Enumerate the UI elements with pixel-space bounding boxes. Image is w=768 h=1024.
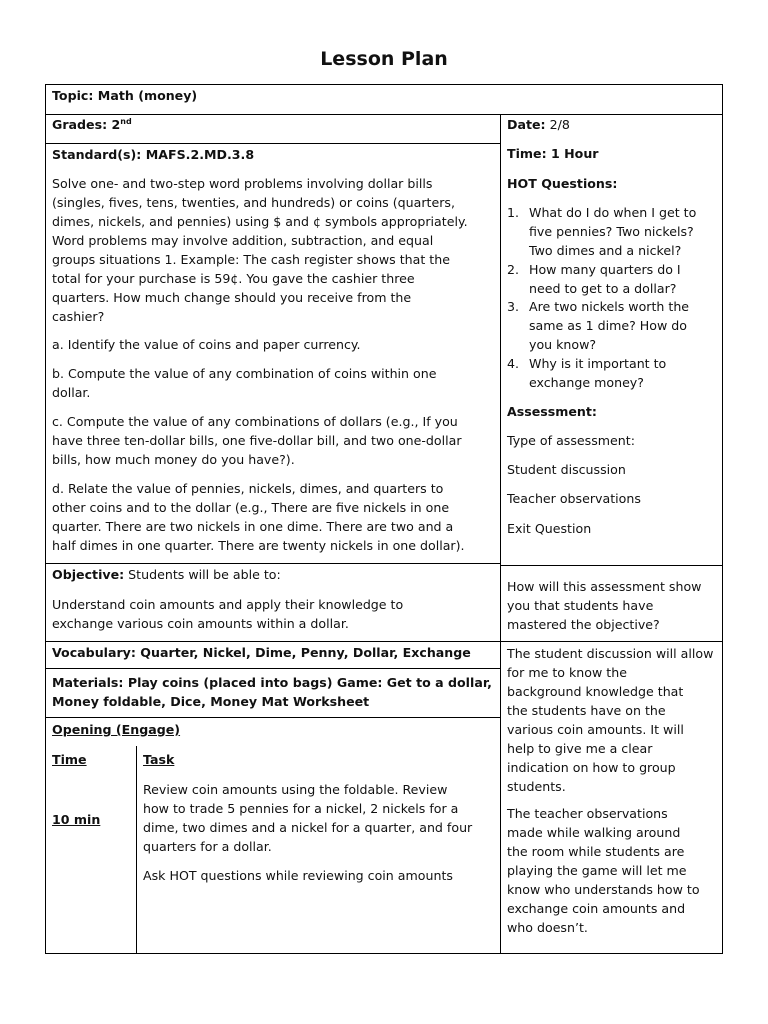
date-value: 2/8: [545, 117, 570, 132]
objective-line: Understand coin amounts and apply their knowledge to: [52, 597, 404, 612]
assessment-item: Exit Question: [507, 521, 592, 536]
standard-line: dimes, nickels, and pennies) using $ and ¢ symbols appropriately.: [52, 214, 468, 229]
hot-question-number: 3.: [507, 299, 520, 314]
grades-label: [52, 115, 132, 134]
vocabulary-row: Vocabulary: Quarter, Nickel, Dime, Penny, Dollar, Exchange: [52, 645, 471, 660]
grades-text: Grades: 2: [52, 117, 121, 132]
opening-task-line: quarters for a dollar.: [143, 839, 272, 854]
standard-line: cashier?: [52, 309, 105, 324]
hot-question-line: five pennies? Two nickels?: [529, 224, 694, 239]
objective-intro-text: Students will be able to:: [124, 567, 281, 582]
standard-line: Solve one- and two-step word problems involving dollar bills: [52, 176, 433, 191]
objective-intro: [52, 565, 281, 584]
standard-part-d-line: other coins and to the dollar (e.g., There are five nickels in one: [52, 500, 450, 515]
hot-question-line: Two dimes and a nickel?: [529, 243, 682, 258]
objective-line: exchange various coin amounts within a dollar.: [52, 616, 349, 631]
column-divider: [500, 114, 501, 954]
standard-line: total for your purchase is 59¢. You gave the cashier three: [52, 271, 415, 286]
assessment-type-label: Type of assessment:: [507, 433, 635, 448]
assessment-question-line: mastered the objective?: [507, 617, 660, 632]
hot-question-number: 4.: [507, 356, 520, 371]
hot-question-line: need to get to a dollar?: [529, 281, 677, 296]
hot-question-line: you know?: [529, 337, 597, 352]
standard-part-a: a. Identify the value of coins and paper currency.: [52, 337, 361, 352]
hot-questions-header: HOT Questions:: [507, 176, 618, 191]
hot-question-line: Why is it important to: [529, 356, 667, 371]
discussion-line: students.: [507, 779, 566, 794]
standard-part-b-line: dollar.: [52, 385, 91, 400]
hot-question-line: Are two nickels worth the: [529, 299, 690, 314]
discussion-line: various coin amounts. It will: [507, 722, 684, 737]
assessment-question-line: you that students have: [507, 598, 654, 613]
page-title: Lesson Plan: [320, 48, 448, 70]
hot-question-number: 1.: [507, 205, 520, 220]
opening-task-line: dime, two dimes and a nickel for a quarter, and four: [143, 820, 473, 835]
observation-line: who doesn’t.: [507, 920, 588, 935]
materials-line: Money foldable, Dice, Money Mat Worksheet: [52, 694, 370, 709]
discussion-line: the students have on the: [507, 703, 666, 718]
objective-label: Objective:: [52, 567, 125, 582]
row-divider-standard: [45, 563, 500, 564]
row-divider-grades-left: [45, 143, 500, 144]
standard-part-d-line: d. Relate the value of pennies, nickels, dimes, and quarters to: [52, 481, 444, 496]
assessment-question-line: How will this assessment show: [507, 579, 702, 594]
standard-part-c-line: c. Compute the value of any combinations of dollars (e.g., If you: [52, 414, 458, 429]
standard-part-c-line: bills, how much money do you have?).: [52, 452, 295, 467]
observation-line: the room while students are: [507, 844, 685, 859]
row-divider-vocabulary: [45, 668, 500, 669]
opening-time-task-divider: [136, 746, 137, 954]
hot-question-line: exchange money?: [529, 375, 644, 390]
materials-line: Materials: Play coins (placed into bags) Game: Get to a dollar,: [52, 675, 492, 690]
hot-question-number: 2.: [507, 262, 520, 277]
standard-part-d-line: half dimes in one quarter. There are twenty nickels in one dollar).: [52, 538, 465, 553]
row-divider-materials: [45, 717, 500, 718]
time-label: Time: 1 Hour: [507, 146, 599, 161]
right-divider-assessment: [500, 565, 723, 566]
opening-time-value: 10 min: [52, 812, 101, 827]
observation-line: The teacher observations: [507, 806, 668, 821]
hot-question-line: What do I do when I get to: [529, 205, 697, 220]
opening-task-hot: Ask HOT questions while reviewing coin amounts: [143, 868, 453, 883]
assessment-item: Student discussion: [507, 462, 626, 477]
opening-time-header: Time: [52, 752, 87, 767]
opening-task-line: how to trade 5 pennies for a nickel, 2 nickels for a: [143, 801, 459, 816]
standard-line: groups situations 1. Example: The cash register shows that the: [52, 252, 450, 267]
hot-question-line: same as 1 dime? How do: [529, 318, 687, 333]
date-label: Date:: [507, 117, 546, 132]
standard-line: quarters. How much change should you receive from the: [52, 290, 412, 305]
standard-part-d-line: quarter. There are two nickels in one dime. There are two and a: [52, 519, 454, 534]
standard-line: Word problems may involve addition, subtraction, and equal: [52, 233, 434, 248]
standard-part-b-line: b. Compute the value of any combination of coins within one: [52, 366, 437, 381]
observation-line: made while walking around: [507, 825, 681, 840]
opening-task-line: Review coin amounts using the foldable. Review: [143, 782, 448, 797]
topic-label: Topic: Math (money): [52, 88, 198, 103]
assessment-header: Assessment:: [507, 404, 597, 419]
standard-part-c-line: have three ten-dollar bills, one five-dollar bill, and two one-dollar: [52, 433, 462, 448]
hot-question-line: How many quarters do I: [529, 262, 681, 277]
assessment-item: Teacher observations: [507, 491, 641, 506]
date-field: [507, 115, 570, 134]
discussion-line: for me to know the: [507, 665, 627, 680]
row-divider-objective: [45, 641, 500, 642]
discussion-line: indication on how to group: [507, 760, 676, 775]
opening-header: Opening (Engage): [52, 722, 181, 737]
observation-line: exchange coin amounts and: [507, 901, 686, 916]
row-divider-topic: [45, 114, 723, 115]
standard-line: (singles, fives, tens, twenties, and hundreds) or coins (quarters,: [52, 195, 455, 210]
observation-line: know who understands how to: [507, 882, 700, 897]
observation-line: playing the game will let me: [507, 863, 687, 878]
discussion-line: background knowledge that: [507, 684, 684, 699]
discussion-line: The student discussion will allow: [507, 646, 714, 661]
standard-header: Standard(s): MAFS.2.MD.3.8: [52, 147, 255, 162]
opening-task-header: Task: [143, 752, 175, 767]
discussion-line: help to give me a clear: [507, 741, 653, 756]
right-divider-question: [500, 641, 723, 642]
grades-superscript: nd: [120, 116, 132, 126]
